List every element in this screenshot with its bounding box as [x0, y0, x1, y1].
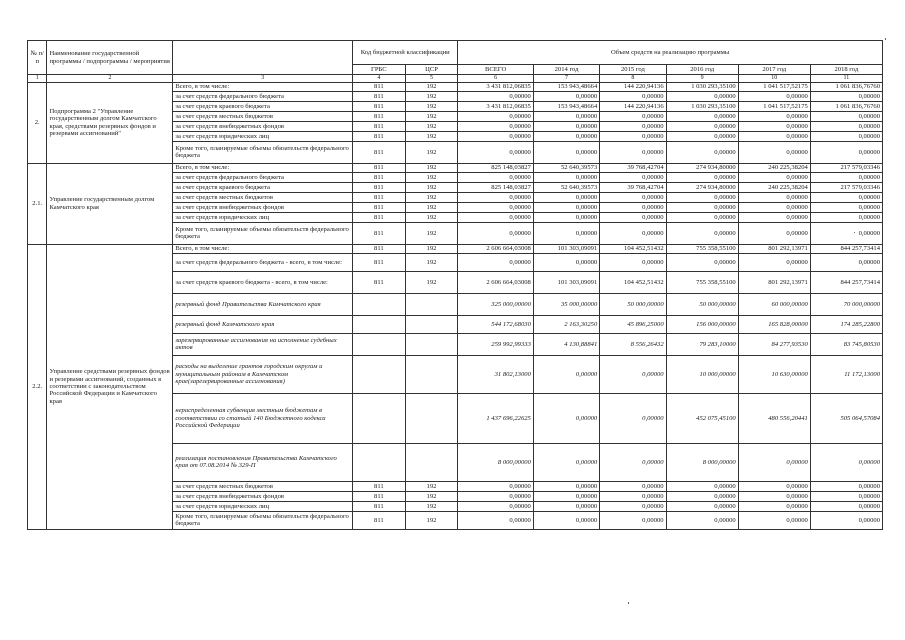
section-title: Управление государственным долгом Камчатского края	[47, 163, 173, 244]
year-value-cell: 0,00000	[533, 481, 599, 491]
csr-cell: 192	[405, 82, 458, 91]
header-grbs: ГРБС	[353, 65, 406, 75]
year-value-cell: 0,00000	[533, 393, 599, 443]
column-number: 9	[666, 75, 738, 83]
csr-cell	[405, 315, 458, 333]
year-value-cell: 0,00000	[810, 111, 882, 121]
year-value-cell: 0,00000	[666, 202, 738, 212]
year-value-cell: 0,00000	[738, 443, 810, 481]
year-value-cell: 0,00000	[533, 212, 599, 222]
year-value-cell: 0,00000	[600, 501, 666, 511]
year-value-cell: 0,00000	[738, 202, 810, 212]
year-value-cell: 0,00000	[600, 253, 666, 271]
row-label: за счет средств юридических лиц	[173, 212, 353, 222]
header-volume: Объем средств на реализацию программы	[458, 41, 883, 65]
year-value-cell: 0,00000	[810, 131, 882, 141]
year-value-cell: 0,00000	[810, 121, 882, 131]
year-value-cell: 1 030 293,35100	[666, 101, 738, 111]
year-value-cell: 0,00000	[738, 131, 810, 141]
row-label: Кроме того, планируемые объемы обязательств федерального бюджета	[173, 222, 353, 244]
row-label: резервный фонд Правительства Камчатского края	[173, 293, 353, 315]
total-value-cell: 0,00000	[458, 491, 534, 501]
grbs-cell: 811	[353, 163, 406, 172]
year-value-cell: 0,00000	[600, 192, 666, 202]
grbs-cell: 811	[353, 271, 406, 293]
total-value-cell: 0,00000	[458, 131, 534, 141]
year-value-cell: 0,00000	[600, 222, 666, 244]
row-label: реализация постановления Правительства Камчатского края от 07.08.2014 № 329-П	[173, 443, 353, 481]
csr-cell: 192	[405, 202, 458, 212]
total-value-cell: 2 606 664,03008	[458, 244, 534, 253]
year-value-cell: 1 041 517,52175	[738, 101, 810, 111]
year-value-cell: 0,00000	[810, 481, 882, 491]
year-value-cell: 52 640,39573	[533, 182, 599, 192]
year-value-cell: 0,00000	[533, 121, 599, 131]
column-number: 7	[533, 75, 599, 83]
year-value-cell: 0,00000	[666, 192, 738, 202]
year-value-cell: 153 943,48664	[533, 82, 599, 91]
csr-cell: 192	[405, 481, 458, 491]
csr-cell: 192	[405, 172, 458, 182]
year-value-cell: 39 768,42704	[600, 163, 666, 172]
year-value-cell: 0,00000	[666, 131, 738, 141]
year-value-cell: 0,00000	[810, 91, 882, 101]
year-value-cell: 39 768,42704	[600, 182, 666, 192]
grbs-cell: 811	[353, 202, 406, 212]
year-value-cell: 1 030 293,35100	[666, 82, 738, 91]
csr-cell: 192	[405, 163, 458, 172]
row-label: за счет средств краевого бюджета - всего, в том числе:	[173, 271, 353, 293]
year-value-cell: 0,00000	[810, 222, 882, 244]
year-value-cell: 11 172,13000	[810, 355, 882, 393]
year-value-cell: 0,00000	[533, 443, 599, 481]
header-total: ВСЕГО	[458, 65, 534, 75]
year-value-cell: 174 285,22800	[810, 315, 882, 333]
year-value-cell: 801 292,13971	[738, 244, 810, 253]
csr-cell: 192	[405, 511, 458, 529]
year-value-cell: 0,00000	[600, 121, 666, 131]
csr-cell	[405, 355, 458, 393]
csr-cell: 192	[405, 253, 458, 271]
year-value-cell: 0,00000	[666, 511, 738, 529]
header-year: 2015 год	[600, 65, 666, 75]
year-value-cell: 0,00000	[533, 192, 599, 202]
year-value-cell: 0,00000	[738, 121, 810, 131]
total-value-cell: 0,00000	[458, 511, 534, 529]
year-value-cell: 0,00000	[533, 172, 599, 182]
csr-cell	[405, 443, 458, 481]
grbs-cell	[353, 355, 406, 393]
budget-table	[27, 40, 883, 530]
grbs-cell: 811	[353, 172, 406, 182]
grbs-cell	[353, 393, 406, 443]
year-value-cell: 104 452,51432	[600, 244, 666, 253]
grbs-cell: 811	[353, 91, 406, 101]
year-value-cell: 0,00000	[666, 222, 738, 244]
total-value-cell: 2 606 664,03008	[458, 271, 534, 293]
total-value-cell: 8 000,00000	[458, 443, 534, 481]
grbs-cell: 811	[353, 253, 406, 271]
year-value-cell: 0,00000	[810, 141, 882, 163]
year-value-cell: 0,00000	[600, 202, 666, 212]
year-value-cell: 240 225,38204	[738, 163, 810, 172]
year-value-cell: 0,00000	[533, 355, 599, 393]
year-value-cell: 274 934,80000	[666, 163, 738, 172]
year-value-cell: 0,00000	[533, 131, 599, 141]
year-value-cell: 8 556,26432	[600, 333, 666, 355]
table-row	[28, 163, 883, 172]
row-label: за счет средств краевого бюджета	[173, 182, 353, 192]
row-label: Кроме того, планируемые объемы обязательств федерального бюджета	[173, 511, 353, 529]
grbs-cell: 811	[353, 244, 406, 253]
total-value-cell: 0,00000	[458, 172, 534, 182]
year-value-cell: 0,00000	[600, 443, 666, 481]
row-label: за счет средств местных бюджетов	[173, 481, 353, 491]
csr-cell: 192	[405, 111, 458, 121]
year-value-cell: 0,00000	[533, 511, 599, 529]
csr-cell: 192	[405, 244, 458, 253]
grbs-cell: 811	[353, 101, 406, 111]
year-value-cell: 101 303,09091	[533, 271, 599, 293]
row-label: нераспределенная субвенция местным бюджетам в соответствии со статьей 140 Бюджетного кодекса Российской Федерации	[173, 393, 353, 443]
total-value-cell: 31 802,13000	[458, 355, 534, 393]
year-value-cell: 1 041 517,52175	[738, 82, 810, 91]
csr-cell	[405, 333, 458, 355]
total-value-cell: 0,00000	[458, 253, 534, 271]
column-number: 1	[28, 75, 47, 83]
year-value-cell: 755 358,55100	[666, 244, 738, 253]
csr-cell: 192	[405, 192, 458, 202]
total-value-cell: 1 437 696,22625	[458, 393, 534, 443]
year-value-cell: 240 225,38204	[738, 182, 810, 192]
year-value-cell: 0,00000	[738, 141, 810, 163]
year-value-cell: 0,00000	[810, 212, 882, 222]
year-value-cell: 165 828,00000	[738, 315, 810, 333]
section-title: Подпрограмма 2 "Управление государственным долгом Камчатского края, средствами резервных фондов и резервами ассигнований"	[47, 82, 173, 163]
csr-cell: 192	[405, 222, 458, 244]
total-value-cell: 825 148,03827	[458, 182, 534, 192]
year-value-cell: 1 061 836,76760	[810, 101, 882, 111]
total-value-cell: 325 000,00000	[458, 293, 534, 315]
csr-cell	[405, 293, 458, 315]
year-value-cell: 144 220,94136	[600, 82, 666, 91]
csr-cell: 192	[405, 491, 458, 501]
grbs-cell: 811	[353, 182, 406, 192]
total-value-cell: 3 431 812,06835	[458, 82, 534, 91]
year-value-cell: 0,00000	[810, 501, 882, 511]
row-label: за счет средств местных бюджетов	[173, 111, 353, 121]
year-value-cell: 84 277,93530	[738, 333, 810, 355]
year-value-cell: 2 163,30250	[533, 315, 599, 333]
csr-cell: 192	[405, 141, 458, 163]
row-label: за счет средств внебюджетных фондов	[173, 121, 353, 131]
row-label: за счет средств местных бюджетов	[173, 192, 353, 202]
row-label: за счет средств федерального бюджета - всего, в том числе:	[173, 253, 353, 271]
header-num: № п/п	[28, 41, 47, 75]
year-value-cell: 0,00000	[738, 511, 810, 529]
row-label: резервный фонд Камчатского края	[173, 315, 353, 333]
csr-cell: 192	[405, 182, 458, 192]
row-label: за счет средств федерального бюджета	[173, 172, 353, 182]
total-value-cell: 0,00000	[458, 192, 534, 202]
csr-cell: 192	[405, 101, 458, 111]
total-value-cell: 544 172,68030	[458, 315, 534, 333]
table-row	[28, 244, 883, 253]
year-value-cell: 0,00000	[666, 212, 738, 222]
year-value-cell: 0,00000	[666, 491, 738, 501]
year-value-cell: 755 358,55100	[666, 271, 738, 293]
row-label: Всего, в том числе:	[173, 163, 353, 172]
column-number: 2	[47, 75, 173, 83]
year-value-cell: 0,00000	[666, 501, 738, 511]
year-value-cell: 0,00000	[600, 91, 666, 101]
year-value-cell: 104 452,51432	[600, 271, 666, 293]
year-value-cell: 0,00000	[738, 222, 810, 244]
section-number: 2.2.	[28, 244, 47, 529]
year-value-cell: 0,00000	[600, 481, 666, 491]
grbs-cell: 811	[353, 212, 406, 222]
total-value-cell: 0,00000	[458, 141, 534, 163]
grbs-cell: 811	[353, 501, 406, 511]
csr-cell: 192	[405, 501, 458, 511]
year-value-cell: 0,00000	[738, 111, 810, 121]
year-value-cell: 0,00000	[533, 141, 599, 163]
year-value-cell: 50 000,00000	[666, 293, 738, 315]
grbs-cell: 811	[353, 131, 406, 141]
year-value-cell: 0,00000	[533, 253, 599, 271]
row-label: зарезервированные ассигнования на исполнение судебных актов	[173, 333, 353, 355]
year-value-cell: 0,00000	[600, 172, 666, 182]
year-value-cell: 0,00000	[666, 111, 738, 121]
column-number: 5	[405, 75, 458, 83]
year-value-cell: 0,00000	[533, 91, 599, 101]
grbs-cell: 811	[353, 511, 406, 529]
year-value-cell: 0,00000	[533, 491, 599, 501]
column-number: 10	[738, 75, 810, 83]
year-value-cell: 1 061 836,76760	[810, 82, 882, 91]
year-value-cell: 0,00000	[666, 141, 738, 163]
year-value-cell: 844 257,73414	[810, 271, 882, 293]
total-value-cell: 0,00000	[458, 91, 534, 101]
grbs-cell: 811	[353, 222, 406, 244]
row-label: Кроме того, планируемые объемы обязательств федерального бюджета	[173, 141, 353, 163]
year-value-cell: 0,00000	[810, 253, 882, 271]
total-value-cell: 0,00000	[458, 481, 534, 491]
column-number: 3	[173, 75, 353, 83]
scan-mark	[885, 38, 886, 40]
year-value-cell: 0,00000	[810, 202, 882, 212]
grbs-cell: 811	[353, 121, 406, 131]
year-value-cell: 45 896,25000	[600, 315, 666, 333]
total-value-cell: 0,00000	[458, 202, 534, 212]
year-value-cell: 0,00000	[533, 222, 599, 244]
header-name: Наименование государственной программы / подпрограммы / мероприятия	[47, 41, 173, 75]
total-value-cell: 0,00000	[458, 222, 534, 244]
csr-cell: 192	[405, 212, 458, 222]
csr-cell: 192	[405, 91, 458, 101]
year-value-cell: 4 130,88841	[533, 333, 599, 355]
total-value-cell: 0,00000	[458, 212, 534, 222]
year-value-cell: 452 075,45100	[666, 393, 738, 443]
total-value-cell: 0,00000	[458, 501, 534, 511]
row-label: за счет средств внебюджетных фондов	[173, 202, 353, 212]
year-value-cell: 70 000,00000	[810, 293, 882, 315]
column-number: 11	[810, 75, 882, 83]
header-year: 2014 год	[533, 65, 599, 75]
row-label: за счет средств федерального бюджета	[173, 91, 353, 101]
row-label: расходы на выделение грантов городским округам и муниципальным районам в Камчатском крае(зарезервированные ассигнования)	[173, 355, 353, 393]
row-label: за счет средств юридических лиц	[173, 131, 353, 141]
year-value-cell: 0,00000	[533, 111, 599, 121]
grbs-cell	[353, 315, 406, 333]
year-value-cell: 0,00000	[600, 491, 666, 501]
year-value-cell: 0,00000	[810, 192, 882, 202]
grbs-cell: 811	[353, 481, 406, 491]
year-value-cell: 217 579,03346	[810, 163, 882, 172]
csr-cell: 192	[405, 121, 458, 131]
year-value-cell: 0,00000	[810, 511, 882, 529]
year-value-cell: 83 745,80530	[810, 333, 882, 355]
year-value-cell: 50 000,00000	[600, 293, 666, 315]
year-value-cell: 0,00000	[738, 172, 810, 182]
row-label: за счет средств краевого бюджета	[173, 101, 353, 111]
column-number: 6	[458, 75, 534, 83]
csr-cell	[405, 393, 458, 443]
year-value-cell: 10 630,00000	[738, 355, 810, 393]
year-value-cell: 144 220,94136	[600, 101, 666, 111]
grbs-cell	[353, 333, 406, 355]
column-number: 8	[600, 75, 666, 83]
csr-cell: 192	[405, 271, 458, 293]
year-value-cell: 0,00000	[738, 501, 810, 511]
year-value-cell: 0,00000	[810, 443, 882, 481]
table-header	[28, 41, 883, 83]
year-value-cell: 0,00000	[600, 141, 666, 163]
year-value-cell: 217 579,03346	[810, 182, 882, 192]
year-value-cell: 35 000,00000	[533, 293, 599, 315]
csr-cell: 192	[405, 131, 458, 141]
year-value-cell: 0,00000	[738, 192, 810, 202]
year-value-cell: 0,00000	[738, 212, 810, 222]
year-value-cell: 0,00000	[533, 202, 599, 212]
year-value-cell: 0,00000	[666, 121, 738, 131]
header-year: 2016 год	[666, 65, 738, 75]
year-value-cell: 0,00000	[600, 131, 666, 141]
year-value-cell: 0,00000	[738, 91, 810, 101]
year-value-cell: 274 934,80000	[666, 182, 738, 192]
year-value-cell: 0,00000	[666, 91, 738, 101]
total-value-cell: 3 431 812,06835	[458, 101, 534, 111]
year-value-cell: 101 303,09091	[533, 244, 599, 253]
year-value-cell: 0,00000	[666, 481, 738, 491]
row-label: за счет средств внебюджетных фондов	[173, 491, 353, 501]
year-value-cell: 60 000,00000	[738, 293, 810, 315]
year-value-cell: 0,00000	[600, 212, 666, 222]
year-value-cell: 8 000,00000	[666, 443, 738, 481]
column-number: 4	[353, 75, 406, 83]
year-value-cell: 844 257,73414	[810, 244, 882, 253]
row-label: Всего, в том числе:	[173, 82, 353, 91]
total-value-cell: 259 992,99333	[458, 333, 534, 355]
row-label: Всего, в том числе:	[173, 244, 353, 253]
year-value-cell: 0,00000	[738, 253, 810, 271]
grbs-cell: 811	[353, 111, 406, 121]
grbs-cell: 811	[353, 82, 406, 91]
header-csr: ЦСР	[405, 65, 458, 75]
year-value-cell: 10 000,00000	[666, 355, 738, 393]
header-empty	[173, 41, 353, 75]
grbs-cell	[353, 443, 406, 481]
header-code: Код бюджетной классификации	[353, 41, 458, 65]
total-value-cell: 0,00000	[458, 111, 534, 121]
year-value-cell: 153 943,48664	[533, 101, 599, 111]
year-value-cell: 0,00000	[738, 481, 810, 491]
column-number-row	[28, 75, 883, 83]
year-value-cell: 0,00000	[666, 172, 738, 182]
year-value-cell: 0,00000	[810, 491, 882, 501]
year-value-cell: 0,00000	[600, 393, 666, 443]
grbs-cell: 811	[353, 141, 406, 163]
section-number: 2.1.	[28, 163, 47, 244]
total-value-cell: 0,00000	[458, 121, 534, 131]
year-value-cell: 801 292,13971	[738, 271, 810, 293]
section-number: 2.	[28, 82, 47, 163]
year-value-cell: 52 640,39573	[533, 163, 599, 172]
grbs-cell: 811	[353, 491, 406, 501]
year-value-cell: 79 283,10000	[666, 333, 738, 355]
year-value-cell: 0,00000	[738, 491, 810, 501]
header-year: 2018 год	[810, 65, 882, 75]
year-value-cell: 0,00000	[600, 111, 666, 121]
year-value-cell: 0,00000	[533, 501, 599, 511]
year-value-cell: 0,00000	[600, 511, 666, 529]
section-title: Управление средствами резервных фондов и резервами ассигнований, созданных в соответствии с законодательством Российской Федерации и Камчатского края	[47, 244, 173, 529]
scan-mark	[854, 232, 855, 233]
year-value-cell: 156 000,00000	[666, 315, 738, 333]
year-value-cell: 0,00000	[810, 172, 882, 182]
total-value-cell: 825 148,03827	[458, 163, 534, 172]
scan-mark	[628, 602, 629, 604]
year-value-cell: 0,00000	[600, 355, 666, 393]
table-row	[28, 82, 883, 91]
row-label: за счет средств юридических лиц	[173, 501, 353, 511]
grbs-cell	[353, 293, 406, 315]
header-year: 2017 год	[738, 65, 810, 75]
grbs-cell: 811	[353, 192, 406, 202]
year-value-cell: 505 064,57084	[810, 393, 882, 443]
year-value-cell: 0,00000	[666, 253, 738, 271]
table-body	[28, 82, 883, 529]
year-value-cell: 480 556,20441	[738, 393, 810, 443]
